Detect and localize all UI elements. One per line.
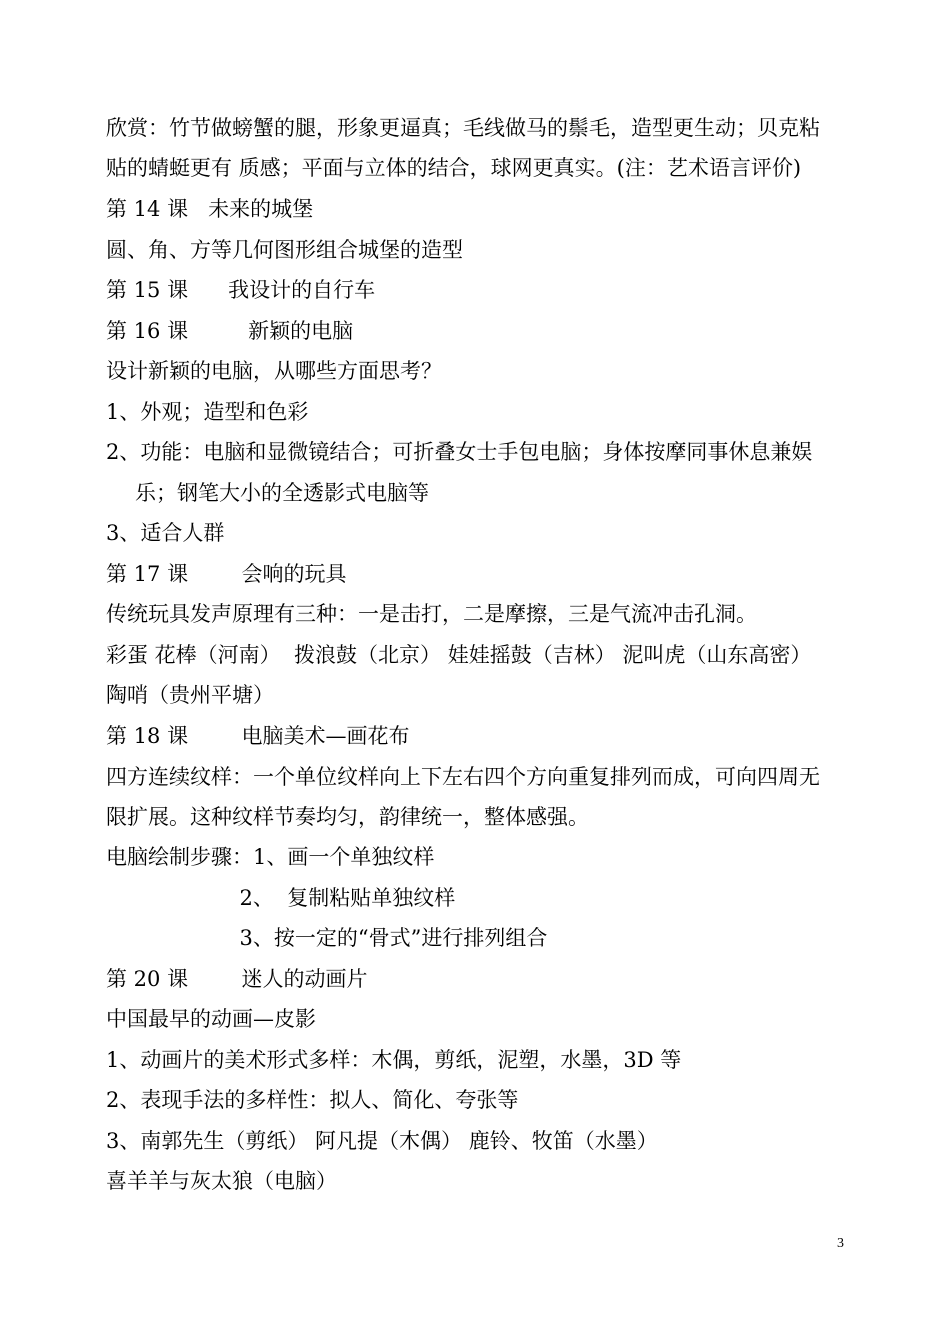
list-item: 3、南郭先生（剪纸） 阿凡提（木偶） 鹿铃、牧笛（水墨） [106, 1129, 658, 1153]
page-number: 3 [837, 1236, 844, 1251]
text-line: 贴的蜻蜓更有 质感；平面与立体的结合，球网更真实。(注：艺术语言评价) [106, 156, 802, 180]
list-item: 2、功能：电脑和显微镜结合；可折叠女士手包电脑；身体按摩同事休息兼娱 [106, 440, 813, 464]
step-line: 3、按一定的“骨式”进行排列组合 [106, 926, 548, 950]
text-line: 欣赏：竹节做螃蟹的腿，形象更逼真；毛线做马的鬃毛，造型更生动；贝克粘 [106, 116, 820, 140]
text-line: 中国最早的动画—皮影 [106, 1007, 316, 1031]
text-line: 限扩展。这种纹样节奏均匀，韵律统一，整体感强。 [106, 805, 589, 829]
list-item: 1、动画片的美术形式多样：木偶，剪纸，泥塑，水墨，3D 等 [106, 1048, 682, 1072]
lesson-heading: 第 18 课 电脑美术—画花布 [106, 724, 410, 748]
list-item: 1、外观；造型和色彩 [106, 400, 309, 424]
text-line: 喜羊羊与灰太狼（电脑） [106, 1169, 337, 1193]
list-item-continuation: 乐；钢笔大小的全透影式电脑等 [135, 481, 429, 505]
text-line: 电脑绘制步骤：1、画一个单独纹样 [106, 845, 435, 869]
lesson-heading: 第 20 课 迷人的动画片 [106, 967, 368, 991]
list-item: 3、适合人群 [106, 521, 225, 545]
lesson-heading: 第 14 课 未来的城堡 [106, 197, 314, 221]
lesson-heading: 第 15 课 我设计的自行车 [106, 278, 376, 302]
text-line: 四方连续纹样：一个单位纹样向上下左右四个方向重复排列而成，可向四周无 [106, 765, 820, 789]
text-line: 彩蛋 花棒（河南） 拨浪鼓（北京） 娃娃摇鼓（吉林） 泥叫虎（山东高密） [106, 643, 812, 667]
step-line: 2、 复制粘贴单独纹样 [106, 886, 456, 910]
text-line: 圆、角、方等几何图形组合城堡的造型 [106, 238, 463, 262]
text-line: 陶哨（贵州平塘） [106, 683, 274, 707]
list-item: 2、表现手法的多样性：拟人、简化、夸张等 [106, 1088, 519, 1112]
text-line: 传统玩具发声原理有三种：一是击打，二是摩擦，三是气流冲击孔洞。 [106, 602, 757, 626]
lesson-heading: 第 17 课 会响的玩具 [106, 562, 347, 586]
lesson-heading: 第 16 课 新颖的电脑 [106, 319, 354, 343]
text-line: 设计新颖的电脑，从哪些方面思考？ [106, 359, 442, 383]
